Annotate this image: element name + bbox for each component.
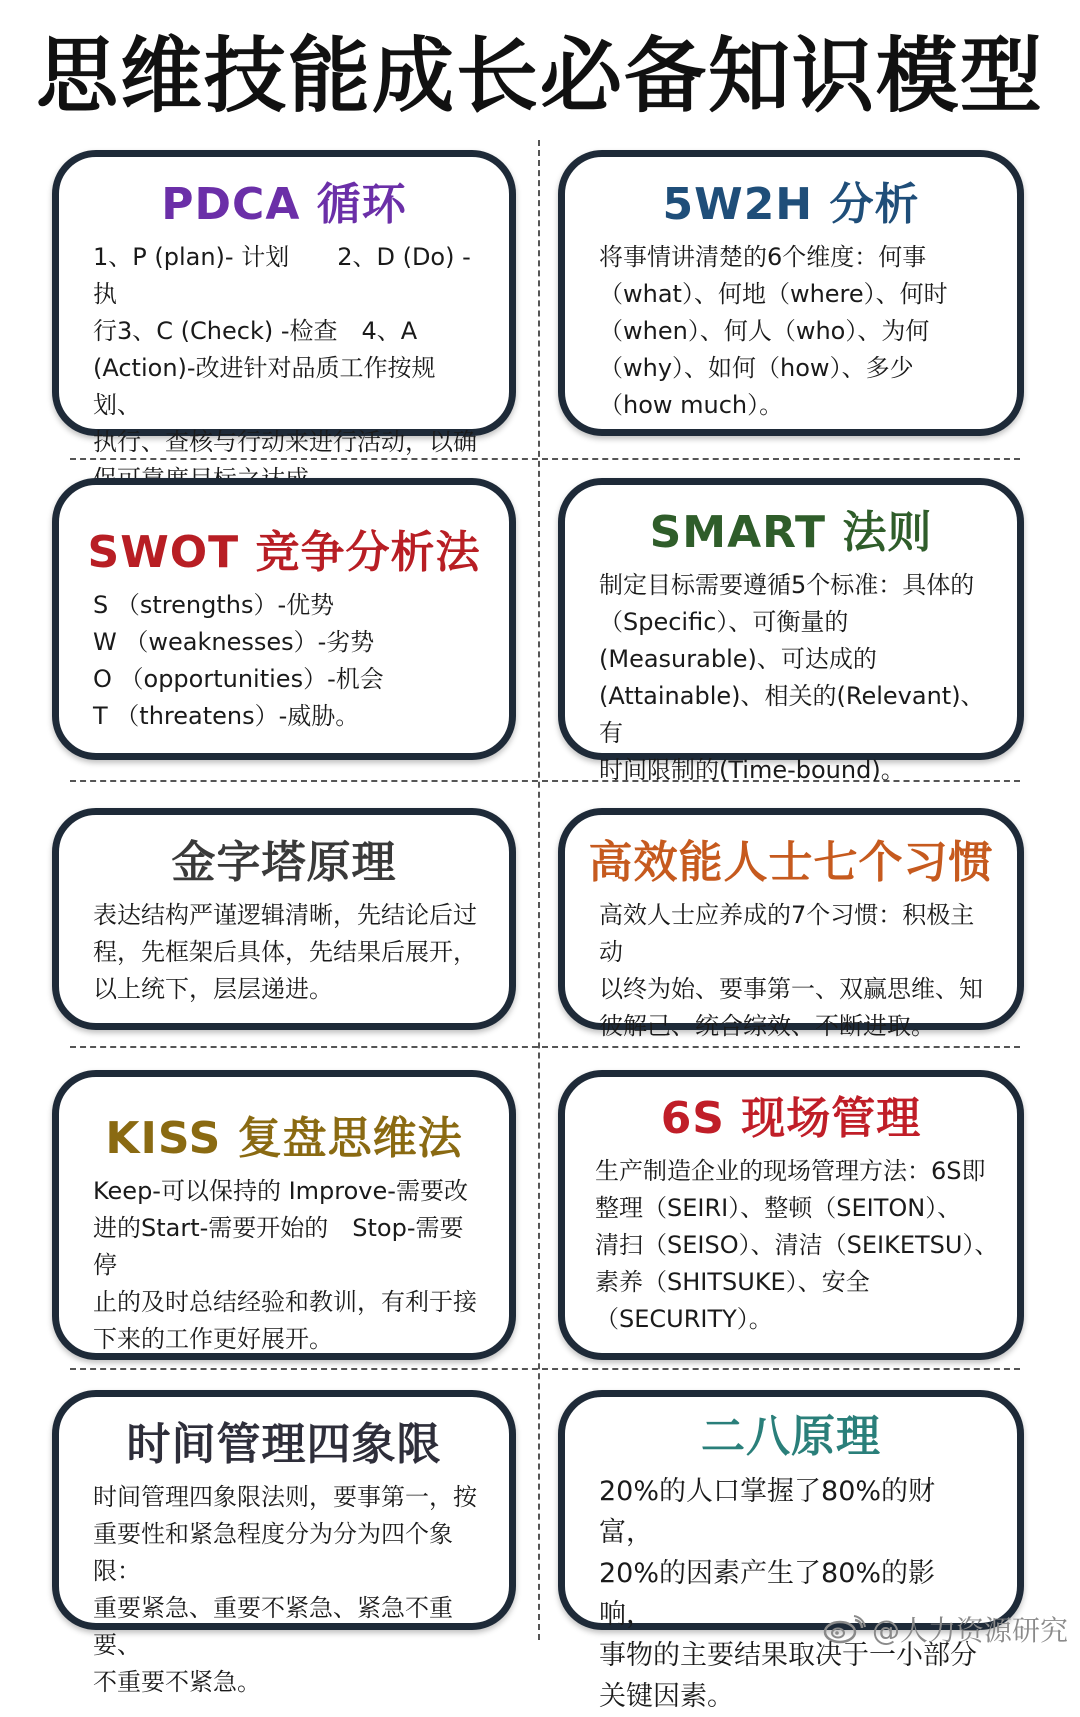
card-seven-habits (558, 808, 1024, 1040)
card-body-smart: 制定目标需要遵循5个标准：具体的 （Specific）、可衡量的 (Measurable)、可达成的 (Attainable)、相关的(Relevant)、有 时间限制的(Time-bound)。 (599, 571, 985, 784)
card-title-pdca: PDCA 循环 (161, 179, 407, 230)
card-body-pareto: 20%的人口掌握了80%的财富， 20%的因素产生了80%的影响， 事物的主要结果取决于一小部分 关键因素。 (599, 1476, 977, 1712)
card-body-pyramid: 表达结构严谨逻辑清晰，先结论后过 程，先框架后具体，先结果后展开， 以上统下，层层递进。 (93, 901, 477, 1003)
card-body-6s: 生产制造企业的现场管理方法：6S即 整理（SEIRI）、整顿（SEITON）、 清扫（SEISO）、清洁（SEIKETSU）、 素养（SHITSUKE）、安全 （SECURITY）。 (595, 1157, 999, 1333)
card-6s (558, 1070, 1024, 1360)
watermark (822, 1609, 1068, 1649)
card-title-smart: SMART 法则 (649, 507, 933, 558)
card-body-seven-habits: 高效人士应养成的7个习惯：积极主动 以终为始、要事第一、双赢思维、知 彼解己、统合综效、不断进取。 (599, 901, 983, 1040)
horizontal-divider (70, 1368, 1020, 1370)
card-body-5w2h: 将事情讲清楚的6个维度：何事 （what）、何地（where）、何时 （when）、何人（who）、为何 （why）、如何（how）、多少 （how much）。 (599, 243, 948, 419)
card-pdca (52, 150, 516, 456)
page-title: 思维技能成长必备知识模型 (35, 29, 1044, 124)
card-title-seven-habits: 高效能人士七个习惯 (588, 837, 994, 888)
card-body-swot: S （strengths）-优势 W （weaknesses）-劣势 O （opportunities）-机会 T （threatens）-威胁。 (93, 591, 384, 730)
horizontal-divider (70, 1046, 1020, 1048)
card-smart (558, 478, 1024, 784)
card-title-pareto: 二八原理 (701, 1411, 881, 1462)
watermark-text: @人力资源研究 (871, 1614, 1068, 1647)
card-pyramid (52, 808, 516, 1030)
card-time-quadrants (52, 1390, 516, 1696)
card-5w2h (558, 150, 1024, 436)
card-title-time-quadrants: 时间管理四象限 (126, 1419, 442, 1470)
card-title-pyramid: 金字塔原理 (171, 837, 397, 888)
card-title-6s: 6S 现场管理 (660, 1093, 922, 1144)
card-body-time-quadrants: 时间管理四象限法则，要事第一，按 重要性和紧急程度分为分为四个象限： 重要紧急、重要不紧急、紧急不重要、 不重要不紧急。 (93, 1483, 477, 1696)
card-title-swot: SWOT 竞争分析法 (87, 527, 481, 578)
card-swot (52, 478, 516, 760)
card-kiss (52, 1070, 516, 1360)
weibo-icon (822, 1614, 866, 1644)
card-title-5w2h: 5W2H 分析 (662, 179, 920, 230)
card-body-kiss: Keep-可以保持的 Improve-需要改 进的Start-需要开始的 Stop-需要停 止的及时总结经验和教训，有利于接 下来的工作更好展开。 (93, 1177, 477, 1353)
card-body-pdca: 1、P (plan)- 计划 2、D (Do) -执 行3、C (Check) -检查 4、A (Action)-改进针对品质工作按规划、 执行、查核与行动来进行活动，以确 (93, 243, 477, 456)
card-title-kiss: KISS 复盘思维法 (105, 1113, 463, 1164)
vertical-divider (538, 140, 540, 1640)
